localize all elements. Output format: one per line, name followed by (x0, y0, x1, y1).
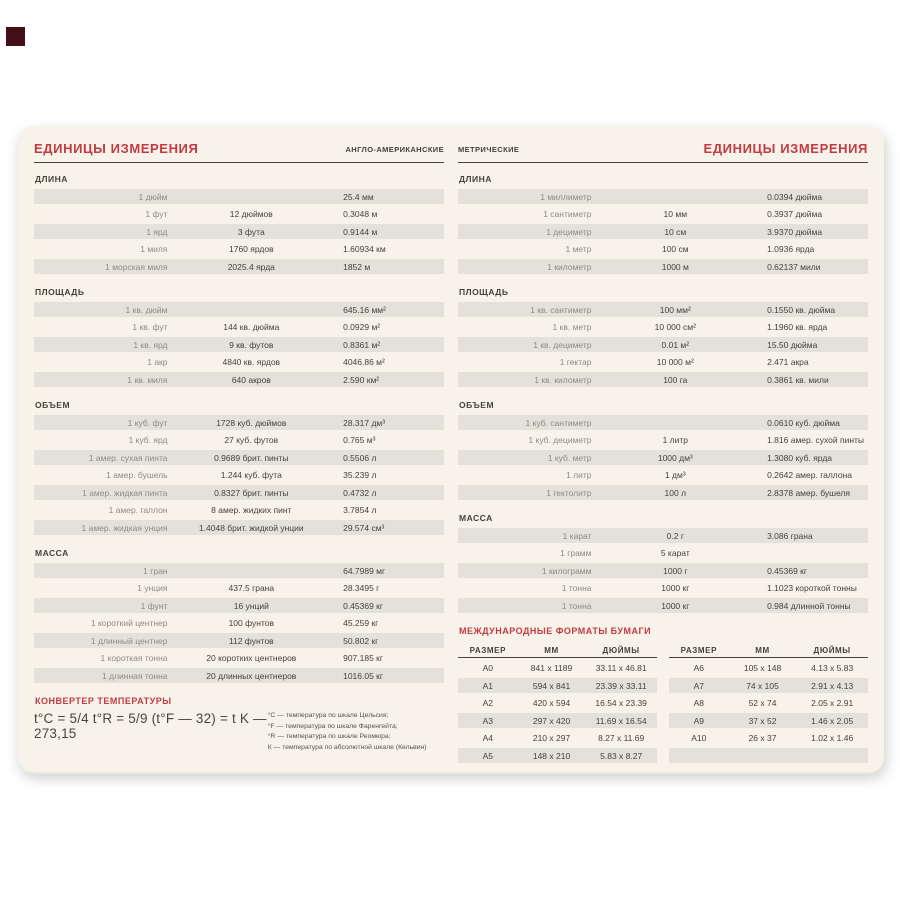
table-row (34, 520, 444, 535)
value-cell: 0.765 м³ (343, 435, 376, 445)
equivalent-cell: 9 кв. футов (229, 339, 274, 350)
notebook-cover-corner (6, 27, 25, 46)
equivalent-cell: 8 амер. жидких пинт (211, 505, 292, 515)
section-heading: ПЛОЩАДЬ (35, 287, 85, 297)
equivalent-cell: 112 фунтов (228, 635, 274, 646)
value-cell: 25.4 мм (343, 191, 374, 202)
value-cell: 645.16 мм² (343, 304, 386, 315)
table-row (268, 723, 444, 732)
value-cell: 1.1023 короткой тонны (767, 583, 857, 593)
equivalent-cell: 1.244 куб. фута (220, 470, 282, 480)
value-cell: 2.8378 амер. бушеля (767, 487, 850, 498)
table-row (458, 337, 868, 352)
equivalent-cell: 1000 кг (661, 600, 690, 611)
section-heading: МАССА (35, 548, 69, 558)
equivalent-cell: 105 x 148 (743, 663, 782, 673)
value-cell: 1.60934 км (343, 244, 386, 254)
equivalent-cell: 27 куб. футов (224, 435, 279, 445)
equivalent-cell: 437.5 грана (228, 583, 275, 593)
table-row (458, 189, 868, 204)
volume-metric-table (458, 415, 868, 500)
left-column-header (34, 141, 444, 156)
table-row (34, 468, 444, 483)
header-rule (458, 162, 868, 163)
value-cell: 35.239 л (343, 470, 377, 480)
unit-cell: 1 кв. фут (132, 322, 168, 332)
table-row (34, 242, 444, 257)
unit-cell: 1 метр (565, 244, 592, 254)
table-row (458, 259, 868, 274)
table-row (34, 503, 444, 518)
unit-cell: A3 (482, 715, 494, 726)
equivalent-cell: 1000 г (663, 565, 688, 576)
table-row (268, 712, 444, 721)
equivalent-cell: 0.8327 брит. пинты (214, 487, 289, 498)
table-row (34, 598, 444, 613)
table-row (268, 744, 444, 753)
equivalent-cell: 100 см (661, 244, 689, 254)
equivalent-cell: 1.4048 брит. жидкой унции (198, 522, 304, 533)
table-row (34, 433, 444, 448)
equivalent-cell: 5 карат (660, 548, 690, 558)
unit-cell: A10 (691, 733, 707, 743)
table-row (458, 713, 657, 728)
unit-cell: 1 унция (137, 583, 168, 593)
value-cell: 0.8361 м² (343, 339, 381, 350)
table-row (669, 661, 868, 676)
unit-cell: 1 гектолитр (546, 487, 592, 498)
length-imperial-table (34, 189, 444, 274)
value-cell: 2.590 км² (343, 374, 380, 385)
equivalent-cell: 1760 ярдов (228, 244, 274, 254)
table-row (34, 563, 444, 578)
equivalent-cell: 10 000 см² (654, 322, 696, 332)
unit-cell: 1 фут (145, 209, 168, 219)
value-cell: 3.7854 л (343, 505, 377, 515)
table-row (458, 581, 868, 596)
paper-table-header (669, 643, 868, 658)
unit-cell: 1 куб. ярд (128, 435, 168, 445)
table-row (458, 224, 868, 239)
equivalent-cell: 37 x 52 (748, 715, 777, 726)
equivalent-cell: 2025.4 ярда (227, 261, 275, 272)
equivalent-cell: 20 коротких центнеров (206, 653, 297, 663)
unit-cell: 1 гектар (559, 357, 592, 367)
equivalent-cell: 594 x 841 (532, 680, 571, 691)
table-row (669, 678, 868, 693)
equivalent-cell: 52 x 74 (748, 698, 777, 708)
value-cell: 0.0394 дюйма (767, 191, 823, 202)
equivalent-cell: 144 кв. дюйма (223, 322, 280, 332)
unit-cell: 1 килограмм (541, 565, 592, 576)
column-header-mm: ММ (755, 645, 770, 655)
value-cell: 1.0936 ярда (767, 244, 815, 254)
column-header-mm: ММ (544, 645, 559, 655)
unit-cell: A0 (482, 663, 494, 673)
equivalent-cell: 210 x 297 (532, 733, 571, 743)
value-cell: 29.574 см³ (343, 522, 385, 533)
equivalent-cell: 0.9689 брит. пинты (214, 452, 289, 463)
unit-cell: 1 длинная тонна (102, 670, 168, 681)
unit-cell: 1 амер. сухая пинта (88, 452, 168, 463)
equivalent-cell: 10 мм (663, 209, 688, 219)
table-row (458, 320, 868, 335)
value-cell: 5.83 x 8.27 (600, 750, 643, 761)
section-mass-imperial (34, 548, 444, 683)
header-rule (34, 162, 444, 163)
temperature-content (34, 711, 444, 754)
equivalent-cell: 1 литр (662, 435, 688, 445)
value-cell: 16.54 x 23.39 (595, 698, 647, 708)
equivalent-cell: 1000 м (661, 261, 689, 272)
table-row (34, 224, 444, 239)
section-area-imperial (34, 287, 444, 387)
value-cell: 0.3048 м (343, 209, 378, 219)
value-cell: 0.2642 амер. галлона (767, 470, 853, 480)
table-row (34, 372, 444, 387)
table-row (458, 661, 657, 676)
value-cell: 23.39 x 33.11 (595, 680, 647, 691)
value-cell: 33.11 x 46.81 (595, 663, 647, 673)
section-volume-metric (458, 400, 868, 500)
value-cell: 28.3495 г (343, 583, 380, 593)
equivalent-cell: 100 мм² (659, 304, 691, 315)
section-length-imperial (34, 174, 444, 274)
equivalent-cell: 74 x 105 (746, 680, 779, 691)
table-row (458, 468, 868, 483)
table-row (34, 259, 444, 274)
equivalent-cell: 420 x 594 (532, 698, 571, 708)
unit-cell: 1 дециметр (546, 226, 592, 237)
table-row (458, 485, 868, 500)
table-row (458, 731, 657, 746)
unit-cell: A8 (693, 698, 705, 708)
unit-cell: °C — температура по шкале Цельсия; (267, 712, 389, 719)
volume-imperial-table (34, 415, 444, 535)
table-row (458, 696, 657, 711)
table-row (458, 372, 868, 387)
table-row (458, 242, 868, 257)
section-heading: ОБЪЕМ (459, 400, 495, 410)
unit-cell: A5 (482, 750, 494, 761)
unit-cell: 1 сантиметр (543, 209, 592, 219)
value-cell: 0.62137 мили (767, 261, 821, 272)
mass-metric-table (458, 528, 868, 613)
unit-cell: 1 амер. жидкая пинта (82, 487, 168, 498)
unit-cell: A2 (482, 698, 494, 708)
value-cell: 1.816 амер. сухой пинты (767, 435, 865, 445)
section-heading: ДЛИНА (35, 174, 68, 184)
equivalent-cell: 1728 куб. дюймов (216, 417, 287, 428)
value-cell: 3.9370 дюйма (767, 226, 823, 237)
table-row (34, 415, 444, 430)
value-cell: 1.46 x 2.05 (811, 715, 854, 726)
table-row (34, 450, 444, 465)
table-row (458, 678, 657, 693)
section-area-metric (458, 287, 868, 387)
value-cell: 0.3861 кв. мили (767, 374, 829, 385)
unit-cell: 1 кв. дециметр (533, 339, 592, 350)
value-cell: 3.086 грана (767, 530, 813, 541)
mass-imperial-table (34, 563, 444, 683)
area-imperial-table (34, 302, 444, 387)
equivalent-cell: 100 га (663, 374, 688, 385)
unit-cell: 1 миля (140, 244, 168, 254)
value-cell: 1.1960 кв. ярда (767, 322, 828, 332)
value-cell: 0.45369 кг (343, 600, 383, 611)
unit-cell: 1 литр (566, 470, 592, 480)
unit-cell: 1 карат (562, 530, 592, 541)
unit-cell: 1 кв. метр (552, 322, 592, 332)
table-row (669, 696, 868, 711)
equivalent-cell: 100 л (664, 487, 687, 498)
value-cell: 0.5506 л (343, 452, 377, 463)
equivalent-cell: 100 фунтов (228, 618, 275, 628)
metric-label: МЕТРИЧЕСКИЕ (458, 145, 520, 154)
table-row (669, 748, 868, 763)
unit-cell: A7 (693, 680, 705, 691)
equivalent-cell: 16 унций (233, 600, 269, 611)
unit-cell: 1 гран (143, 565, 168, 576)
value-cell: 0.1550 кв. дюйма (767, 304, 836, 315)
table-row (458, 528, 868, 543)
unit-cell: 1 короткая тонна (100, 653, 168, 663)
value-cell: 64.7989 мг (343, 565, 386, 576)
value-cell: 45.259 кг (343, 618, 379, 628)
paper-formats-heading: МЕЖДУНАРОДНЫЕ ФОРМАТЫ БУМАГИ (459, 626, 652, 636)
table-row (458, 450, 868, 465)
unit-cell: 1 фунт (140, 600, 168, 611)
unit-cell: °R — температура по шкале Реомюра; (267, 733, 391, 740)
equivalent-cell: 640 акров (231, 374, 271, 385)
value-cell: 0.9144 м (343, 226, 378, 237)
unit-cell: 1 короткий центнер (90, 618, 168, 628)
unit-cell: 1 километр (547, 261, 592, 272)
equivalent-cell: 12 дюймов (229, 209, 273, 219)
right-column-metric (458, 141, 868, 772)
unit-cell: °F — температура по шкале Фаренгейта; (267, 722, 398, 730)
section-temperature-converter (34, 696, 444, 754)
table-row (458, 598, 868, 613)
table-row (34, 581, 444, 596)
table-row (34, 633, 444, 648)
table-row (458, 355, 868, 370)
unit-cell: 1 амер. жидкая унция (81, 522, 168, 533)
value-cell: 1.3080 куб. ярда (767, 452, 833, 463)
paper-rows-a0-a5 (458, 661, 657, 764)
table-row (34, 302, 444, 317)
table-row (458, 563, 868, 578)
value-cell: 0.0610 куб. дюйма (767, 417, 840, 428)
value-cell: 15.50 дюйма (767, 339, 818, 350)
table-row (458, 433, 868, 448)
unit-cell: 1 кв. миля (127, 374, 168, 385)
section-length-metric (458, 174, 868, 274)
section-heading: ПЛОЩАДЬ (459, 287, 509, 297)
table-row (669, 713, 868, 728)
equivalent-cell: 26 x 37 (748, 733, 777, 743)
column-header-inches: ДЮЙМЫ (813, 645, 851, 655)
length-metric-table (458, 189, 868, 274)
equivalent-cell: 10 см (664, 226, 687, 237)
temperature-notes (268, 711, 444, 754)
unit-cell: 1 куб. метр (547, 452, 592, 463)
imperial-label: АНГЛО-АМЕРИКАНСКИЕ (345, 145, 444, 154)
unit-cell: 1 куб. фут (127, 417, 168, 428)
paper-table-header (458, 643, 657, 658)
unit-cell: 1 кв. километр (534, 374, 592, 385)
value-cell: 11.69 x 16.54 (595, 715, 647, 726)
left-column-imperial (34, 141, 444, 772)
paper-table-a6-a10 (669, 643, 868, 766)
equivalent-cell: 1000 дм³ (657, 452, 693, 463)
value-cell: 4.13 x 5.83 (811, 663, 854, 673)
equivalent-cell: 3 фута (237, 226, 265, 237)
value-cell: 1016.05 кг (343, 670, 383, 681)
unit-cell: 1 куб. сантиметр (525, 417, 592, 428)
unit-cell: A4 (482, 733, 494, 743)
section-mass-metric (458, 513, 868, 613)
unit-cell: A6 (693, 663, 705, 673)
equivalent-cell: 1 дм³ (664, 470, 686, 480)
value-cell: 8.27 x 11.69 (598, 733, 645, 743)
unit-cell: 1 дюйм (138, 191, 168, 202)
table-row (458, 207, 868, 222)
paper-table-a0-a5 (458, 643, 657, 766)
value-cell: 0.0929 м² (343, 322, 381, 332)
right-column-header (458, 141, 868, 156)
column-header-size: РАЗМЕР (469, 645, 507, 655)
value-cell: 2.91 x 4.13 (811, 680, 854, 691)
unit-cell: 1 тонна (561, 583, 592, 593)
unit-cell: 1 морская миля (105, 261, 168, 272)
value-cell: 1.02 x 1.46 (811, 733, 854, 743)
reference-page (18, 126, 884, 772)
unit-cell: 1 кв. дюйм (125, 304, 168, 315)
unit-cell: 1 тонна (561, 600, 592, 611)
table-row (34, 485, 444, 500)
column-header-inches: ДЮЙМЫ (602, 645, 640, 655)
area-metric-table (458, 302, 868, 387)
table-row (34, 337, 444, 352)
unit-cell: 1 грамм (560, 548, 592, 558)
temperature-heading: КОНВЕРТЕР ТЕМПЕРАТУРЫ (35, 696, 172, 706)
equivalent-cell: 148 x 210 (532, 750, 571, 761)
unit-cell: 1 акр (147, 357, 168, 367)
value-cell: 28.317 дм³ (343, 417, 386, 428)
table-row (669, 731, 868, 746)
equivalent-cell: 0.01 м² (661, 339, 690, 350)
unit-cell: 1 кв. ярд (133, 339, 168, 350)
equivalent-cell: 841 x 1189 (530, 663, 573, 673)
equivalent-cell: 0.2 г (666, 530, 684, 541)
column-header-size: РАЗМЕР (680, 645, 718, 655)
value-cell: 0.3937 дюйма (767, 209, 823, 219)
table-row (34, 207, 444, 222)
value-cell: 907.185 кг (343, 653, 383, 663)
unit-cell: 1 кв. сантиметр (530, 304, 592, 315)
table-row (458, 302, 868, 317)
unit-cell: 1 миллиметр (540, 191, 592, 202)
unit-cell: 1 длинный центнер (90, 635, 168, 646)
paper-rows-a6-a10 (669, 661, 868, 764)
value-cell: 4046.86 м² (343, 357, 385, 367)
equivalent-cell: 10 000 м² (656, 357, 694, 367)
section-paper-formats (458, 626, 868, 766)
section-heading: ОБЪЕМ (35, 400, 71, 410)
unit-cell: A1 (482, 680, 494, 691)
table-row (34, 189, 444, 204)
section-heading: МАССА (459, 513, 493, 523)
value-cell: 0.984 длинной тонны (767, 600, 851, 611)
unit-cell: A9 (693, 715, 705, 726)
value-cell: 2.05 x 2.91 (811, 698, 854, 708)
equivalent-cell: 1000 кг (661, 583, 690, 593)
unit-cell: 1 куб. дециметр (528, 435, 592, 445)
table-row (458, 546, 868, 561)
equivalent-cell: 20 длинных центнеров (206, 670, 297, 681)
unit-cell: К — температура по абсолютной шкале (Кельвин) (267, 743, 427, 751)
unit-cell: 1 ярд (146, 226, 168, 237)
temperature-formula: t°C = 5/4 t°R = 5/9 (t°F — 32) = t K — 273,15 (34, 711, 267, 741)
equivalent-cell: 297 x 420 (532, 715, 571, 726)
page-title: ЕДИНИЦЫ ИЗМЕРЕНИЯ (34, 141, 199, 156)
table-row (34, 355, 444, 370)
value-cell: 1852 м (343, 261, 371, 272)
table-row (458, 415, 868, 430)
paper-formats-tables (458, 643, 868, 766)
table-row (34, 616, 444, 631)
page-title: ЕДИНИЦЫ ИЗМЕРЕНИЯ (703, 141, 868, 156)
value-cell: 2.471 акра (767, 357, 809, 367)
section-heading: ДЛИНА (459, 174, 492, 184)
table-row (34, 668, 444, 683)
value-cell: 0.4732 л (343, 487, 377, 498)
table-row (268, 733, 444, 742)
unit-cell: 1 амер. галлон (108, 505, 168, 515)
section-volume-imperial (34, 400, 444, 535)
table-row (34, 320, 444, 335)
table-row (458, 748, 657, 763)
equivalent-cell: 4840 кв. ярдов (222, 357, 281, 367)
value-cell: 50.802 кг (343, 635, 379, 646)
table-row (34, 651, 444, 666)
value-cell: 0.45369 кг (767, 565, 807, 576)
unit-cell: 1 амер. бушель (106, 470, 168, 480)
